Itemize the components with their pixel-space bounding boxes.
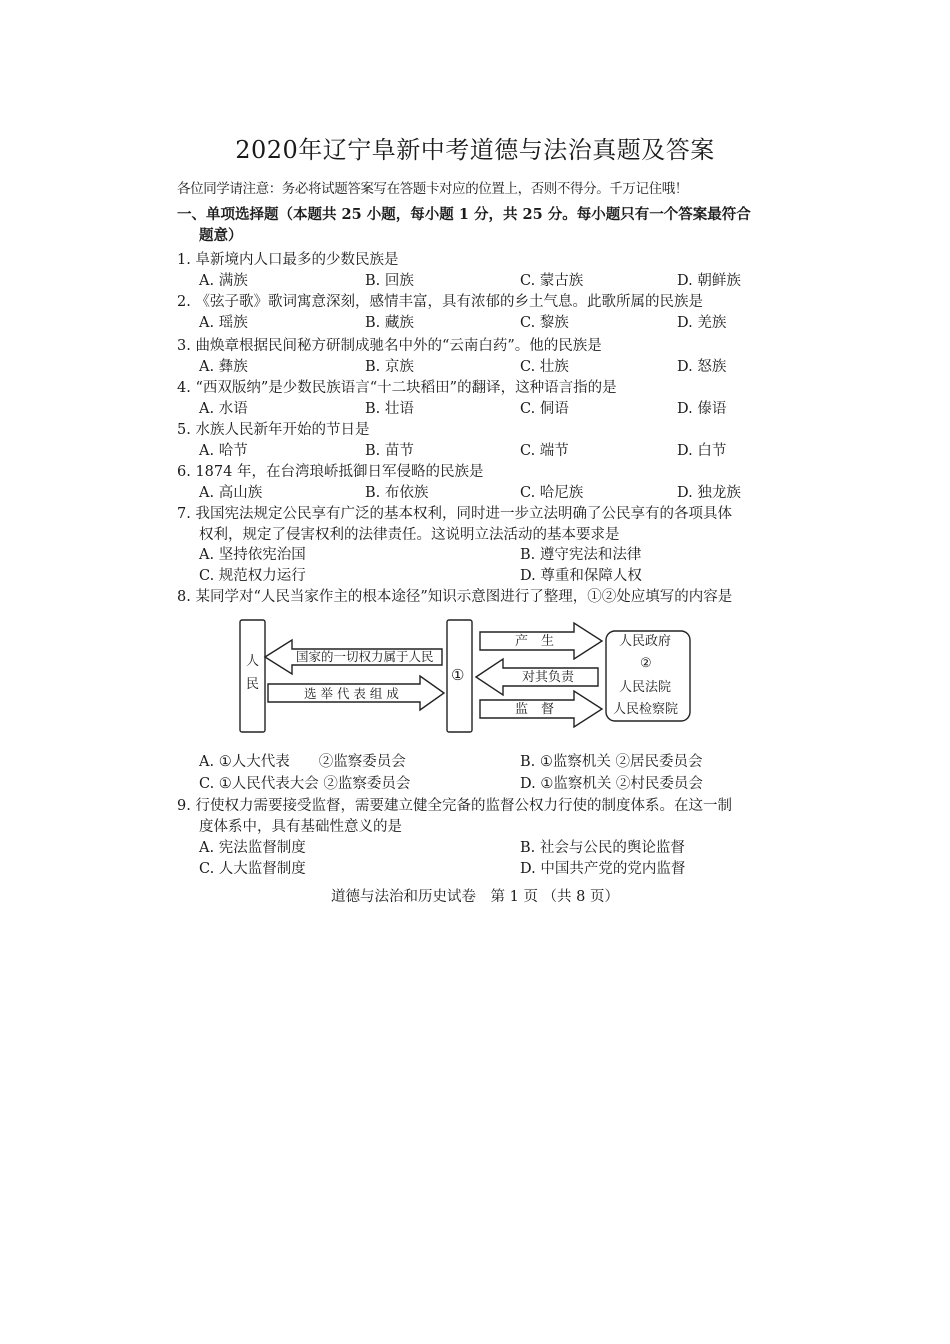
q2-option-b: B. 藏族 — [365, 315, 414, 331]
question-3-stem: 3. 曲焕章根据民间秘方研制成驰名中外的“云南白药”。他的民族是 — [177, 338, 602, 354]
q1-option-a: A. 满族 — [199, 273, 248, 289]
question-7-stem-cont: 权利，规定了侵害权利的法律责任。这说明立法活动的基本要求是 — [199, 527, 620, 543]
q3-option-b: B. 京族 — [365, 359, 414, 375]
q9-option-d: D. 中国共产党的党内监督 — [520, 861, 686, 877]
q9-option-b: B. 社会与公民的舆论监督 — [520, 840, 685, 856]
q3-option-d: D. 怒族 — [677, 359, 727, 375]
gov-line-3: 人民法院 — [619, 680, 672, 695]
page-footer: 道德与法治和历史试卷 第 1 页 （共 8 页） — [331, 889, 619, 905]
gov-line-4: 人民检察院 — [613, 702, 679, 717]
arrow-power-label: 国家的一切权力属于人民 — [296, 649, 434, 664]
gov-line-2: ② — [640, 656, 652, 671]
page-title: 2020年辽宁阜新中考道德与法治真题及答案 — [235, 136, 715, 164]
q7-option-b: B. 遵守宪法和法律 — [520, 547, 642, 563]
question-4-stem: 4. “西双版纳”是少数民族语言“十二块稻田”的翻译，这种语言指的是 — [177, 380, 617, 396]
q2-option-a: A. 瑶族 — [199, 315, 248, 331]
q2-option-c: C. 黎族 — [520, 315, 569, 331]
section-heading — [177, 204, 777, 246]
arrow-responsible-label: 对其负责 — [522, 670, 575, 685]
q8-option-b: B. ①监察机关 ②居民委员会 — [520, 754, 703, 770]
center-label: ① — [451, 666, 465, 684]
q4-option-c: C. 侗语 — [520, 401, 569, 417]
q4-option-b: B. 壮语 — [365, 401, 414, 417]
q2-option-d: D. 羌族 — [677, 315, 727, 331]
q5-option-a: A. 哈节 — [199, 443, 248, 459]
notice-text: 各位同学请注意：务必将试题答案写在答题卡对应的位置上，否则不得分。千万记住哦！ — [177, 181, 688, 197]
q9-option-a: A. 宪法监督制度 — [199, 840, 306, 856]
q8-option-c: C. ①人民代表大会 ②监察委员会 — [199, 776, 411, 792]
question-8-stem: 8. 某同学对“人民当家作主的根本途径”知识示意图进行了整理，①②处应填写的内容是 — [177, 589, 733, 605]
q6-option-d: D. 独龙族 — [677, 485, 741, 501]
arrow-supervise-label: 监 督 — [515, 702, 555, 717]
question-7-stem: 7. 我国宪法规定公民享有广泛的基本权利，同时进一步立法明确了公民享有的各项具体 — [177, 506, 732, 522]
question-5-stem: 5. 水族人民新年开始的节日是 — [177, 422, 370, 438]
people-char-1: 人 — [246, 654, 260, 669]
section-heading-text: 一、单项选择题（本题共 25 小题，每小题 1 分，共 25 分。每小题只有一个答案最符合 — [177, 206, 751, 223]
question-1-stem: 1. 阜新境内人口最多的少数民族是 — [177, 252, 399, 268]
q4-option-d: D. 傣语 — [677, 401, 727, 417]
question-9-stem-cont: 度体系中，具有基础性意义的是 — [199, 819, 402, 835]
q7-option-a: A. 坚持依宪治国 — [199, 547, 306, 563]
q8-option-d: D. ①监察机关 ②村民委员会 — [520, 776, 703, 792]
q5-option-d: D. 白节 — [677, 443, 727, 459]
q7-option-d: D. 尊重和保障人权 — [520, 568, 642, 584]
q8-diagram-lines — [230, 614, 700, 738]
q8-option-a: A. ①人大代表 ②监察委员会 — [199, 754, 406, 770]
q1-option-c: C. 蒙古族 — [520, 273, 584, 289]
q3-option-a: A. 彝族 — [199, 359, 248, 375]
people-box — [240, 620, 265, 732]
arrow-produce-label: 产 生 — [515, 634, 555, 649]
q8-diagram — [230, 614, 700, 738]
question-2-stem: 2. 《弦子歌》歌词寓意深刻，感情丰富，具有浓郁的乡土气息。此歌所属的民族是 — [177, 294, 703, 310]
q1-option-d: D. 朝鲜族 — [677, 273, 741, 289]
q1-option-b: B. 回族 — [365, 273, 414, 289]
question-6-stem: 6. 1874 年，在台湾琅峤抵御日军侵略的民族是 — [177, 464, 484, 480]
q5-option-c: C. 端节 — [520, 443, 569, 459]
question-9-stem: 9. 行使权力需要接受监督，需要建立健全完备的监督公权力行使的制度体系。在这一制 — [177, 798, 732, 814]
q3-option-c: C. 壮族 — [520, 359, 569, 375]
gov-line-1: 人民政府 — [619, 634, 672, 649]
q6-option-c: C. 哈尼族 — [520, 485, 584, 501]
q5-option-b: B. 苗节 — [365, 443, 414, 459]
people-char-2: 民 — [246, 677, 260, 692]
q6-option-b: B. 布依族 — [365, 485, 429, 501]
section-heading-cont: 题意） — [199, 227, 243, 244]
arrow-elect-label: 选 举 代 表 组 成 — [304, 686, 399, 701]
q9-option-c: C. 人大监督制度 — [199, 861, 306, 877]
q7-option-c: C. 规范权力运行 — [199, 568, 306, 584]
q4-option-a: A. 水语 — [199, 401, 248, 417]
q6-option-a: A. 高山族 — [199, 485, 263, 501]
